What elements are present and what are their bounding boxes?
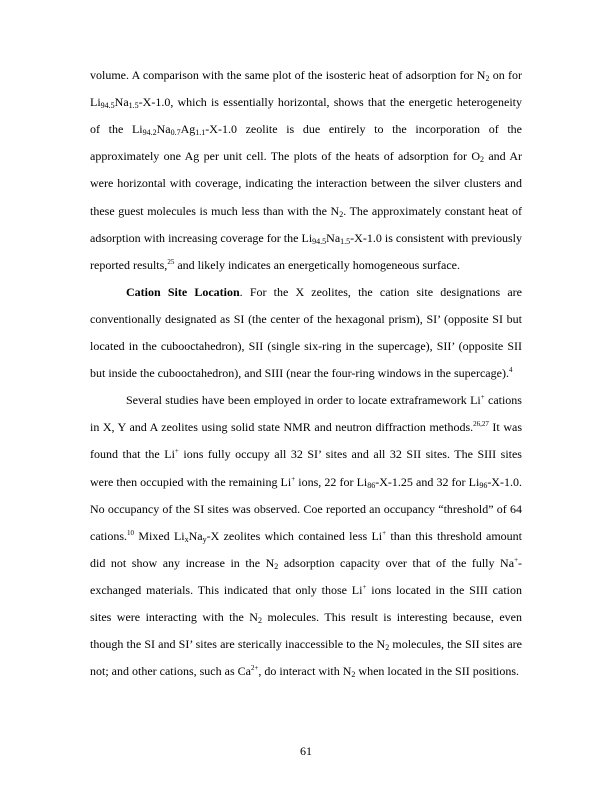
section-heading: Cation Site Location bbox=[126, 284, 240, 299]
text-line: Cation Site Location. For the X zeolites, the cation site designations are bbox=[126, 284, 522, 299]
text-line: reported results,$^{25}$ and likely indicates an energetically homogeneous surface. bbox=[90, 257, 460, 272]
text-line: these guest molecules is much less than with the $N_2$. The approximately constant heat of bbox=[90, 203, 522, 219]
text-line: were then occupied with the remaining Li+ ions, 22 for $Li_{86}-X-1.25$ and 32 for $Li_{96}-X-1.0$. bbox=[90, 474, 522, 490]
text-line: were horizontal with coverage, indicating the interaction between the silver clusters and bbox=[90, 176, 522, 191]
text-line: cations.$^{10}$ Mixed $Li_xNa_y-X$ zeolites which contained less Li+ than this threshold amount bbox=[90, 528, 522, 544]
page-number: 61 bbox=[300, 744, 312, 758]
text-line: though the SI and SI’ sites are sterically inaccessible to the $N_2$ molecules, the SII sites are bbox=[90, 637, 522, 653]
text-line: of the $Li_{94.2}Na_{0.7}Ag_{1.1}-X-1.0$ zeolite is due entirely to the incorporation of the bbox=[90, 122, 522, 138]
text-line: volume. A comparison with the same plot of the isosteric heat of adsorption for $N_2$ on for bbox=[90, 68, 522, 83]
text-line: sites were interacting with the $N_2$ molecules. This result is interesting because, even bbox=[90, 610, 522, 625]
text-line: located in the cubooctahedron), SII (single six-ring in the supercage), SII’ (opposite SII bbox=[90, 339, 522, 353]
text-line: in X, Y and A zeolites using solid state NMR and neutron diffraction methods.$^{26,27}$ It was bbox=[90, 420, 522, 435]
text-line: approximately one Ag per unit cell. The plots of the heats of adsorption for $O_2$ and Ar bbox=[90, 149, 523, 165]
text-line: $Li_{94.5}Na_{1.5}-X-1.0$, which is essentially horizontal, shows that the energetic heterogeneity bbox=[90, 95, 522, 111]
text-line: Several studies have been employed in order to locate extraframework Li+ cations bbox=[126, 393, 522, 408]
text-line: conventionally designated as SI (the center of the hexagonal prism), SI’ (opposite SI but bbox=[90, 311, 522, 326]
text-line: not; and other cations, such as $Ca^{2+}$, do interact with $N_2$ when located in the SII positions. bbox=[90, 664, 520, 680]
text-line: but inside the cubooctahedron), and SIII (near the four-ring windows in the supercage).$^4$ bbox=[90, 366, 513, 381]
text-line: exchanged materials. This indicated that only those Li+ ions located in the SIII cation bbox=[90, 582, 522, 597]
text-line: found that the Li+ ions fully occupy all 32 SI’ sites and all 32 SII sites. The SIII sites bbox=[90, 447, 522, 462]
text-line: No occupancy of the SI sites was observed. Coe reported an occupancy “threshold” of 64 bbox=[90, 501, 522, 516]
text-line: adsorption with increasing coverage for the $Li_{94.5}Na_{1.5}-X-1.0$ is consistent with previously bbox=[90, 230, 522, 246]
text-line: did not show any increase in the $N_2$ adsorption capacity over that of the fully Na+- bbox=[90, 555, 523, 571]
